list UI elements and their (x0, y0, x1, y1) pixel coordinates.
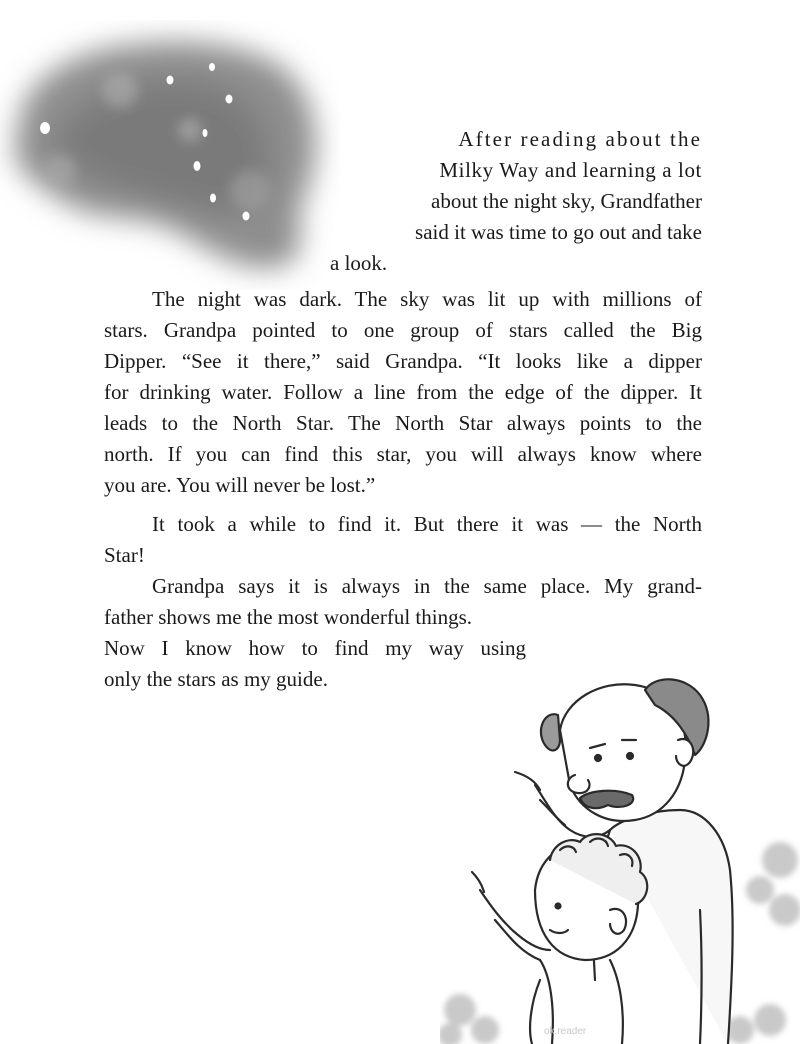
star-icon (210, 194, 216, 203)
star-icon (167, 76, 174, 85)
watermark: ok.reader (544, 1026, 587, 1037)
text-line: about the night sky, Grandfather (431, 189, 702, 213)
star-icon (226, 95, 233, 104)
star-icon (194, 161, 201, 171)
paragraph-intro (330, 124, 702, 279)
star-icon (40, 122, 50, 134)
paragraph-night-sky (104, 284, 702, 501)
text-line: Now I know how to find my way using (104, 636, 526, 660)
text-line: leads to the North Star. The North Star always points to the (104, 411, 702, 435)
text-line: It took a while to find it. But there it was — the North (152, 512, 702, 536)
text-line: The night was dark. The sky was lit up with millions of (152, 287, 702, 311)
text-line: a look. (330, 251, 388, 275)
star-icon (203, 129, 208, 137)
text-line: father shows me the most wonderful things. (104, 605, 473, 629)
text-line: you are. You will never be lost.” (104, 473, 376, 497)
text-line: only the stars as my guide. (104, 667, 328, 691)
text-line: said it was time to go out and take (415, 220, 702, 244)
text-line: Star! (104, 543, 145, 567)
text-line: After reading about the (458, 127, 702, 151)
star-icon (243, 212, 250, 221)
paragraph-north-star (104, 509, 702, 571)
text-line: for drinking water. Follow a line from the edge of the dipper. It (104, 380, 702, 404)
text-line: Grandpa says it is always in the same place. My grand- (152, 574, 702, 598)
text-line: north. If you can find this star, you will always know where (104, 442, 702, 466)
child-figure (472, 834, 647, 1044)
text-line: Dipper. “See it there,” said Grandpa. “It looks like a dipper (104, 349, 702, 373)
grandfather-child-illustration (440, 660, 800, 1044)
text-line: stars. Grandpa pointed to one group of stars called the Big (104, 318, 702, 342)
star-icon (209, 63, 215, 71)
text-line: Milky Way and learning a lot (439, 158, 702, 182)
night-sky-illustration (0, 20, 340, 290)
